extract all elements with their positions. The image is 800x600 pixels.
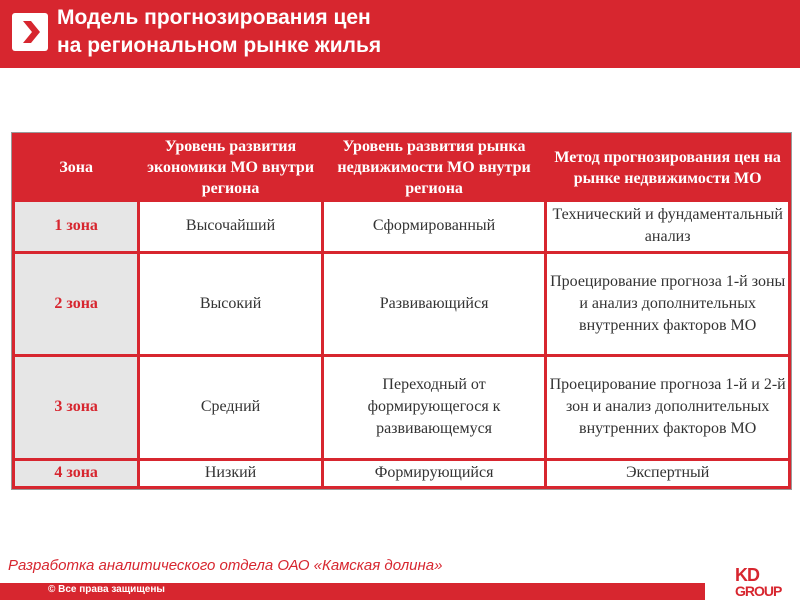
column-header-economy: Уровень развития экономики МО внутри региона: [140, 136, 320, 199]
table-row: [15, 461, 788, 486]
economy-cell: Низкий: [140, 461, 320, 486]
method-cell: Проецирование прогноза 1-й зоны и анализ дополнительных внутренних факторов МО: [547, 254, 788, 354]
logo-box: [12, 13, 48, 51]
realestate-cell: Сформированный: [324, 202, 545, 251]
table-header-row: [15, 136, 788, 199]
zone-cell: 2 зона: [15, 254, 137, 354]
kd-group-logo: [735, 566, 800, 600]
method-cell: Экспертный: [547, 461, 788, 486]
zone-cell: 1 зона: [15, 202, 137, 251]
column-header-zone: Зона: [15, 136, 137, 199]
forecast-table: [11, 132, 792, 490]
realestate-cell: Формирующийся: [324, 461, 545, 486]
zone-cell: 3 зона: [15, 357, 137, 457]
page-title: [57, 4, 381, 60]
chevron-right-icon: [12, 13, 48, 51]
title-line-1: Модель прогнозирования цен: [57, 6, 371, 29]
table-row: [15, 202, 788, 251]
method-cell: Технический и фундаментальный анализ: [547, 202, 788, 251]
footer-bar: [0, 583, 705, 600]
logo-group-text: GROUP: [735, 583, 782, 599]
economy-cell: Средний: [140, 357, 320, 457]
footer-note: Разработка аналитического отдела ОАО «Камская долина»: [8, 557, 443, 574]
economy-cell: Высокий: [140, 254, 320, 354]
copyright-text: © Все права защищены: [48, 584, 165, 595]
zone-cell: 4 зона: [15, 461, 137, 486]
table-row: [15, 254, 788, 354]
title-line-2: на региональном рынке жилья: [57, 34, 382, 57]
economy-cell: Высочайший: [140, 202, 320, 251]
realestate-cell: Переходный от формирующегося к развивающемуся: [324, 357, 545, 457]
column-header-realestate: Уровень развития рынка недвижимости МО внутри региона: [324, 136, 545, 199]
column-header-method: Метод прогнозирования цен на рынке недвижимости МО: [547, 136, 788, 199]
table-row: [15, 357, 788, 457]
method-cell: Проецирование прогноза 1-й и 2-й зон и анализ дополнительных внутренних факторов МО: [547, 357, 788, 457]
logo-kd-text: KD: [735, 565, 759, 585]
header-bar: [0, 0, 800, 68]
realestate-cell: Развивающийся: [324, 254, 545, 354]
